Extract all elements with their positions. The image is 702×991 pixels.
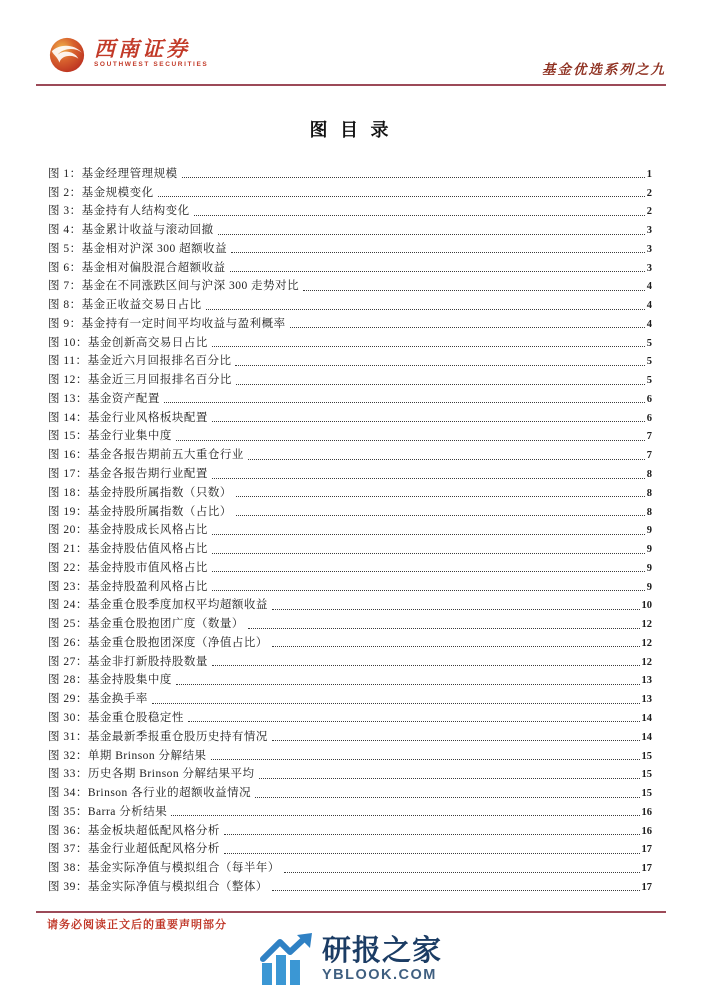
toc-entry-label: 图 32：单期 Brinson 分解结果 bbox=[48, 749, 207, 762]
toc-dotted-leader bbox=[212, 346, 645, 347]
report-series-label: 基金优选系列之九 bbox=[542, 62, 666, 77]
toc-page-number: 4 bbox=[646, 300, 652, 312]
toc-entry[interactable] bbox=[48, 707, 652, 726]
toc-entry-label: 图 37：基金行业超低配风格分析 bbox=[48, 843, 220, 856]
toc-page-number: 2 bbox=[646, 206, 652, 218]
toc-entry-label: 图 20：基金持股成长风格占比 bbox=[48, 524, 208, 537]
yblook-name-en: YBLOOK.COM bbox=[321, 966, 437, 983]
toc-entry-label: 图 16：基金各报告期前五大重仓行业 bbox=[48, 449, 244, 462]
toc-dotted-leader bbox=[206, 309, 645, 310]
toc-page-number: 16 bbox=[641, 825, 652, 837]
toc-page-number: 9 bbox=[646, 544, 652, 556]
toc-entry-label: 图 2：基金规模变化 bbox=[48, 186, 154, 199]
toc-entry-label: 图 36：基金板块超低配风格分析 bbox=[48, 824, 220, 837]
toc-entry-label: 图 28：基金持股集中度 bbox=[48, 674, 172, 687]
toc-entry[interactable] bbox=[48, 576, 652, 595]
toc-entry[interactable] bbox=[48, 670, 652, 689]
toc-entry[interactable] bbox=[48, 201, 652, 220]
toc-dotted-leader bbox=[212, 590, 645, 591]
toc-entry[interactable] bbox=[48, 388, 652, 407]
toc-entry-label: 图 18：基金持股所属指数（只数） bbox=[48, 486, 232, 499]
toc-page-number: 7 bbox=[646, 450, 652, 462]
toc-page-number: 12 bbox=[641, 656, 652, 668]
toc-page-number: 8 bbox=[646, 469, 652, 481]
toc-page-number: 12 bbox=[641, 619, 652, 631]
toc-dotted-leader bbox=[212, 665, 640, 666]
toc-entry[interactable] bbox=[48, 163, 652, 182]
toc-dotted-leader bbox=[224, 834, 640, 835]
toc-dotted-leader bbox=[176, 684, 640, 685]
toc-dotted-leader bbox=[211, 759, 640, 760]
bar-chart-arrow-icon bbox=[260, 933, 314, 985]
toc-entry[interactable] bbox=[48, 764, 652, 783]
toc-entry-label: 图 38：基金实际净值与模拟组合（每半年） bbox=[48, 862, 280, 875]
toc-dotted-leader bbox=[236, 496, 645, 497]
figure-index-title: 图 目 录 bbox=[309, 120, 393, 140]
brand-text bbox=[94, 36, 208, 68]
toc-page-number: 12 bbox=[641, 637, 652, 649]
toc-page-number: 10 bbox=[641, 600, 652, 612]
toc-dotted-leader bbox=[171, 815, 639, 816]
toc-entry[interactable] bbox=[48, 820, 652, 839]
toc-dotted-leader bbox=[212, 478, 645, 479]
toc-page-number: 1 bbox=[646, 168, 652, 180]
toc-page-number: 17 bbox=[641, 881, 652, 893]
toc-dotted-leader bbox=[218, 234, 645, 235]
toc-page-number: 16 bbox=[641, 806, 652, 818]
toc-dotted-leader bbox=[259, 778, 640, 779]
toc-page-number: 3 bbox=[646, 225, 652, 237]
toc-dotted-leader bbox=[231, 252, 645, 253]
toc-page-number: 4 bbox=[646, 318, 652, 330]
toc-dotted-leader bbox=[272, 646, 640, 647]
toc-entry[interactable] bbox=[48, 782, 652, 801]
toc-entry-label: 图 3：基金持有人结构变化 bbox=[48, 205, 190, 218]
toc-entry-label: 图 19：基金持股所属指数（占比） bbox=[48, 505, 232, 518]
footer-disclaimer: 请务必阅读正文后的重要声明部分 bbox=[47, 919, 227, 931]
toc-entry[interactable] bbox=[48, 332, 652, 351]
toc-dotted-leader bbox=[212, 571, 645, 572]
toc-page-number: 8 bbox=[646, 487, 652, 499]
toc-dotted-leader bbox=[158, 196, 645, 197]
yblook-name-cn: 研报之家 bbox=[321, 934, 443, 967]
toc-entry-label: 图 29：基金换手率 bbox=[48, 693, 148, 706]
toc-entry-label: 图 15：基金行业集中度 bbox=[48, 430, 172, 443]
southwest-securities-swirl-icon bbox=[48, 36, 86, 74]
toc-dotted-leader bbox=[236, 515, 645, 516]
toc-entry-label: 图 13：基金资产配置 bbox=[48, 392, 160, 405]
toc-page-number: 6 bbox=[646, 393, 652, 405]
toc-entry[interactable] bbox=[48, 294, 652, 313]
toc-entry-label: 图 22：基金持股市值风格占比 bbox=[48, 561, 208, 574]
toc-dotted-leader bbox=[248, 459, 645, 460]
toc-entry[interactable] bbox=[48, 839, 652, 858]
toc-page-number: 13 bbox=[641, 694, 652, 706]
toc-entry-label: 图 9：基金持有一定时间平均收益与盈利概率 bbox=[48, 317, 286, 330]
toc-entry-label: 图 33：历史各期 Brinson 分解结果平均 bbox=[48, 768, 255, 781]
toc-dotted-leader bbox=[255, 797, 639, 798]
toc-page-number: 7 bbox=[646, 431, 652, 443]
toc-page-number: 9 bbox=[646, 581, 652, 593]
page-header bbox=[36, 36, 666, 84]
toc-page-number: 17 bbox=[641, 863, 652, 875]
toc-entry-label: 图 5：基金相对沪深 300 超额收益 bbox=[48, 242, 228, 255]
toc-entry[interactable] bbox=[48, 651, 652, 670]
toc-entry-label: 图 1：基金经理管理规模 bbox=[48, 167, 178, 180]
toc-page-number: 5 bbox=[646, 337, 652, 349]
toc-dotted-leader bbox=[194, 215, 645, 216]
toc-entry-label: 图 4：基金累计收益与滚动回撤 bbox=[48, 224, 214, 237]
yblook-logo bbox=[260, 933, 442, 985]
toc-entry[interactable] bbox=[48, 538, 652, 557]
yblook-logo-text bbox=[322, 936, 442, 983]
toc-entry[interactable] bbox=[48, 688, 652, 707]
toc-page-number: 6 bbox=[646, 412, 652, 424]
toc-entry[interactable] bbox=[48, 351, 652, 370]
toc-entry[interactable] bbox=[48, 219, 652, 238]
toc-page-number: 3 bbox=[646, 262, 652, 274]
toc-entry[interactable] bbox=[48, 257, 652, 276]
toc-dotted-leader bbox=[212, 421, 645, 422]
toc-entry-label: 图 27：基金非打新股持股数量 bbox=[48, 655, 208, 668]
toc-page-number: 9 bbox=[646, 525, 652, 537]
toc-page-number: 15 bbox=[641, 750, 652, 762]
toc-entry[interactable] bbox=[48, 520, 652, 539]
toc-entry[interactable] bbox=[48, 613, 652, 632]
toc-page-number: 14 bbox=[641, 731, 652, 743]
toc-dotted-leader bbox=[284, 872, 640, 873]
toc-entry-label: 图 34：Brinson 各行业的超额收益情况 bbox=[48, 787, 252, 800]
toc-entry[interactable] bbox=[48, 501, 652, 520]
toc-entry-label: 图 17：基金各报告期行业配置 bbox=[48, 468, 208, 481]
toc-entry-label: 图 11：基金近六月回报排名百分比 bbox=[48, 355, 232, 368]
figure-toc-list bbox=[48, 163, 652, 895]
toc-entry[interactable] bbox=[48, 426, 652, 445]
toc-dotted-leader bbox=[230, 271, 645, 272]
toc-page-number: 5 bbox=[646, 356, 652, 368]
toc-entry[interactable] bbox=[48, 801, 652, 820]
toc-page-number: 4 bbox=[646, 281, 652, 293]
toc-page-number: 5 bbox=[646, 375, 652, 387]
toc-dotted-leader bbox=[272, 740, 640, 741]
toc-entry-label: 图 14：基金行业风格板块配置 bbox=[48, 411, 208, 424]
toc-dotted-leader bbox=[212, 534, 645, 535]
toc-entry[interactable] bbox=[48, 238, 652, 257]
toc-entry[interactable] bbox=[48, 557, 652, 576]
toc-page-number: 8 bbox=[646, 506, 652, 518]
toc-dotted-leader bbox=[176, 440, 645, 441]
toc-dotted-leader bbox=[235, 365, 644, 366]
toc-page-number: 14 bbox=[641, 712, 652, 724]
toc-entry-label: 图 30：基金重仓股稳定性 bbox=[48, 711, 184, 724]
toc-dotted-leader bbox=[164, 402, 645, 403]
toc-dotted-leader bbox=[224, 853, 640, 854]
toc-dotted-leader bbox=[290, 327, 645, 328]
toc-entry-label: 图 26：基金重仓股抱团深度（净值占比） bbox=[48, 636, 268, 649]
toc-entry[interactable] bbox=[48, 632, 652, 651]
toc-entry-label: 图 6：基金相对偏股混合超额收益 bbox=[48, 261, 226, 274]
brand-name-en: SOUTHWEST SECURITIES bbox=[94, 61, 209, 68]
toc-page-number: 2 bbox=[646, 187, 652, 199]
toc-entry-label: 图 23：基金持股盈利风格占比 bbox=[48, 580, 208, 593]
toc-entry[interactable] bbox=[48, 595, 652, 614]
toc-entry-label: 图 39：基金实际净值与模拟组合（整体） bbox=[48, 880, 268, 893]
toc-entry-label: 图 35：Barra 分析结果 bbox=[48, 805, 168, 818]
toc-entry-label: 图 31：基金最新季报重仓股历史持有情况 bbox=[48, 730, 268, 743]
toc-entry-label: 图 12：基金近三月回报排名百分比 bbox=[48, 374, 232, 387]
toc-dotted-leader bbox=[182, 177, 645, 178]
toc-page-number: 15 bbox=[641, 769, 652, 781]
toc-page-number: 13 bbox=[641, 675, 652, 687]
toc-dotted-leader bbox=[248, 628, 640, 629]
toc-dotted-leader bbox=[236, 384, 645, 385]
toc-entry-label: 图 21：基金持股估值风格占比 bbox=[48, 543, 208, 556]
toc-dotted-leader bbox=[272, 890, 640, 891]
toc-entry-label: 图 25：基金重仓股抱团广度（数量） bbox=[48, 618, 244, 631]
toc-dotted-leader bbox=[152, 703, 640, 704]
toc-entry-label: 图 10：基金创新高交易日占比 bbox=[48, 336, 208, 349]
toc-page-number: 3 bbox=[646, 243, 652, 255]
toc-page-number: 17 bbox=[641, 844, 652, 856]
toc-page-number: 15 bbox=[641, 788, 652, 800]
toc-entry-label: 图 7：基金在不同涨跌区间与沪深 300 走势对比 bbox=[48, 280, 300, 293]
toc-entry[interactable] bbox=[48, 857, 652, 876]
toc-entry[interactable] bbox=[48, 313, 652, 332]
brand-logo bbox=[48, 36, 208, 74]
toc-entry[interactable] bbox=[48, 726, 652, 745]
toc-entry[interactable] bbox=[48, 876, 652, 895]
toc-dotted-leader bbox=[272, 609, 640, 610]
toc-dotted-leader bbox=[188, 721, 640, 722]
toc-dotted-leader bbox=[303, 290, 645, 291]
toc-entry[interactable] bbox=[48, 444, 652, 463]
toc-entry[interactable] bbox=[48, 463, 652, 482]
header-divider bbox=[36, 84, 666, 86]
brand-name-cn: 西南证券 bbox=[94, 37, 190, 61]
toc-page-number: 9 bbox=[646, 562, 652, 574]
toc-entry-label: 图 8：基金正收益交易日占比 bbox=[48, 299, 202, 312]
toc-entry[interactable] bbox=[48, 276, 652, 295]
toc-entry[interactable] bbox=[48, 745, 652, 764]
toc-dotted-leader bbox=[212, 553, 645, 554]
footer-divider bbox=[36, 911, 666, 913]
toc-entry[interactable] bbox=[48, 482, 652, 501]
toc-entry[interactable] bbox=[48, 182, 652, 201]
toc-entry[interactable] bbox=[48, 407, 652, 426]
toc-entry[interactable] bbox=[48, 369, 652, 388]
toc-entry-label: 图 24：基金重仓股季度加权平均超额收益 bbox=[48, 599, 268, 612]
